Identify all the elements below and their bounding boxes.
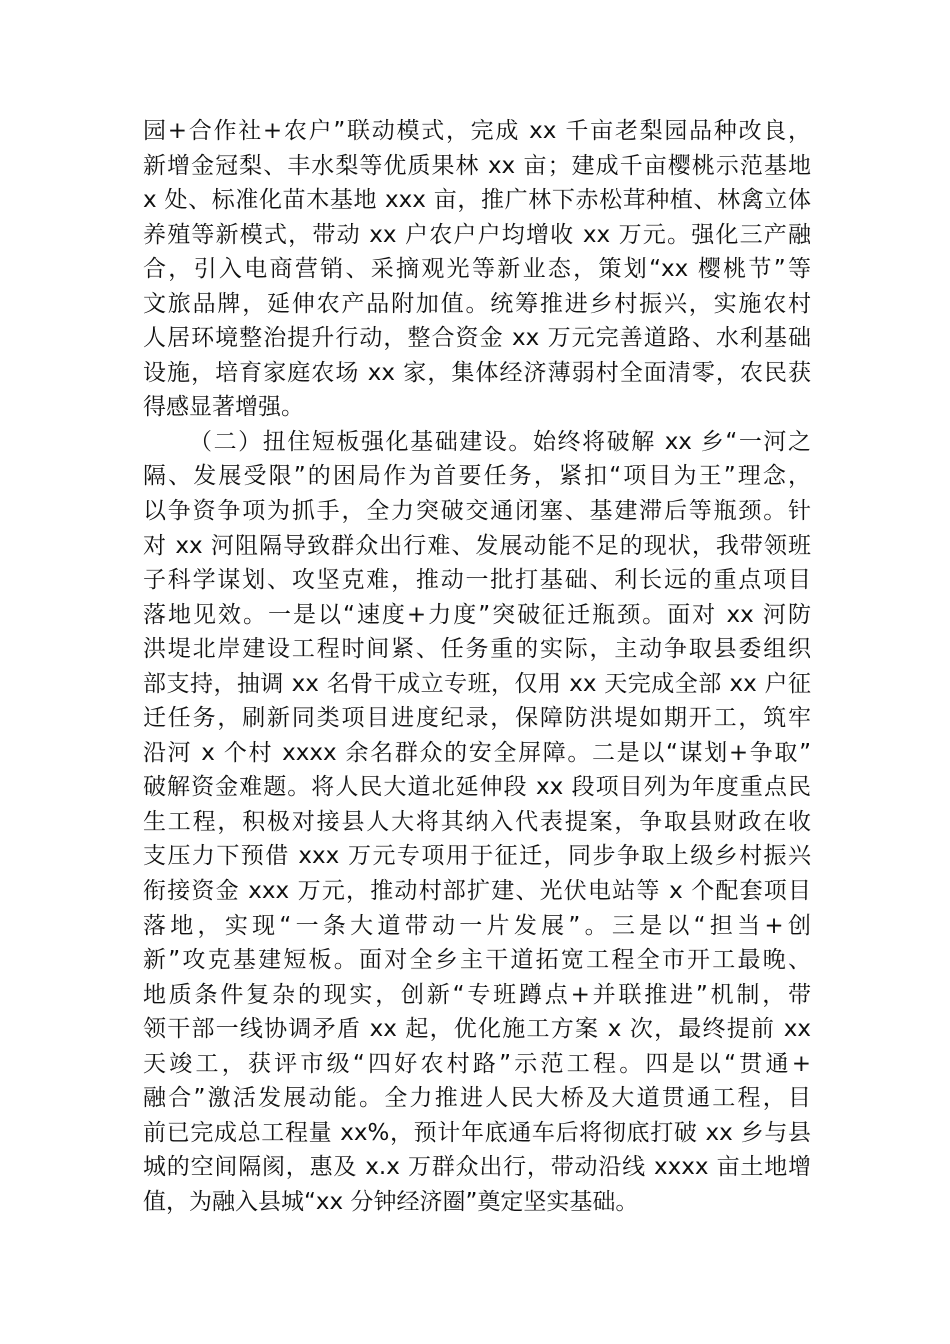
paragraph-line: 新增金冠梨、丰水梨等优质果林 xx 亩；建成千亩樱桃示范基地 bbox=[143, 152, 811, 179]
paragraph-line: 部支持，抽调 xx 名骨干成立专班，仅用 xx 天完成全部 xx 户征 bbox=[143, 670, 811, 697]
paragraph-line: 生工程，积极对接县人大将其纳入代表提案，争取县财政在收 bbox=[143, 808, 811, 835]
paragraph-line: 迁任务，刷新同类项目进度纪录，保障防洪堤如期开工，筑牢 bbox=[143, 705, 811, 732]
paragraph-line: 地质条件复杂的现实，创新“专班蹲点+并联推进”机制，带 bbox=[143, 981, 811, 1008]
paragraph-line: 天竣工，获评市级“四好农村路”示范工程。四是以“贯通+ bbox=[143, 1050, 811, 1077]
section-heading-line: （二）扭住短板强化基础建设。始终将破解 xx 乡“一河之 bbox=[189, 428, 811, 455]
paragraph-1 bbox=[143, 114, 811, 425]
paragraph-line: 设施，培育家庭农场 xx 家，集体经济薄弱村全面清零，农民获 bbox=[143, 359, 811, 386]
paragraph-line: 洪堤北岸建设工程时间紧、任务重的实际，主动争取县委组织 bbox=[143, 636, 811, 663]
paragraph-line: 城的空间隔阂，惠及 x.x 万群众出行，带动沿线 xxxx 亩土地增 bbox=[143, 1154, 811, 1181]
paragraph-line: 衔接资金 xxx 万元，推动村部扩建、光伏电站等 x 个配套项目 bbox=[143, 878, 811, 905]
paragraph-line: 得感显著增强。 bbox=[143, 394, 304, 421]
paragraph-line: 以争资争项为抓手，全力突破交通闭塞、基建滞后等瓶颈。针 bbox=[143, 498, 811, 525]
paragraph-line: 领干部一线协调矛盾 xx 起，优化施工方案 x 次，最终提前 xx bbox=[143, 1016, 811, 1043]
paragraph-line: 破解资金难题。将人民大道北延伸段 xx 段项目列为年度重点民 bbox=[143, 774, 811, 801]
paragraph-line: 支压力下预借 xxx 万元专项用于征迁，同步争取上级乡村振兴 bbox=[143, 843, 811, 870]
paragraph-line: 子科学谋划、攻坚克难，推动一批打基础、利长远的重点项目 bbox=[143, 567, 811, 594]
paragraph-line: 融合”激活发展动能。全力推进人民大桥及大道贯通工程，目 bbox=[143, 1085, 811, 1112]
paragraph-line: 隔、发展受限”的困局作为首要任务，紧扣“项目为王”理念， bbox=[143, 463, 811, 490]
paragraph-line: 合，引入电商营销、采摘观光等新业态，策划“xx 樱桃节”等 bbox=[143, 256, 811, 283]
paragraph-line: 沿河 x 个村 xxxx 余名群众的安全屏障。二是以“谋划+争取” bbox=[143, 739, 811, 766]
body-text bbox=[143, 114, 811, 1220]
paragraph-line: x 处、标准化苗木基地 xxx 亩，推广林下赤松茸种植、林禽立体 bbox=[143, 187, 811, 214]
paragraph-line: 新”攻克基建短板。面对全乡主干道拓宽工程全市开工最晚、 bbox=[143, 947, 811, 974]
paragraph-line: 人居环境整治提升行动，整合资金 xx 万元完善道路、水利基础 bbox=[143, 325, 811, 352]
paragraph-line: 落地，实现“一条大道带动一片发展”。三是以“担当+创 bbox=[143, 912, 811, 939]
paragraph-line: 园+合作社+农户”联动模式，完成 xx 千亩老梨园品种改良， bbox=[143, 118, 811, 144]
paragraph-line: 前已完成总工程量 xx%，预计年底通车后将彻底打破 xx 乡与县 bbox=[143, 1119, 811, 1146]
paragraph-2 bbox=[143, 425, 811, 1220]
paragraph-line: 养殖等新模式，带动 xx 户农户户均增收 xx 万元。强化三产融 bbox=[143, 221, 811, 248]
paragraph-line: 对 xx 河阻隔导致群众出行难、发展动能不足的现状，我带领班 bbox=[143, 532, 811, 559]
paragraph-line: 落地见效。一是以“速度+力度”突破征迁瓶颈。面对 xx 河防 bbox=[143, 601, 811, 628]
paragraph-line: 值，为融入县城“xx 分钟经济圈”奠定坚实基础。 bbox=[143, 1188, 639, 1215]
paragraph-line: 文旅品牌，延伸农产品附加值。统筹推进乡村振兴，实施农村 bbox=[143, 290, 811, 317]
